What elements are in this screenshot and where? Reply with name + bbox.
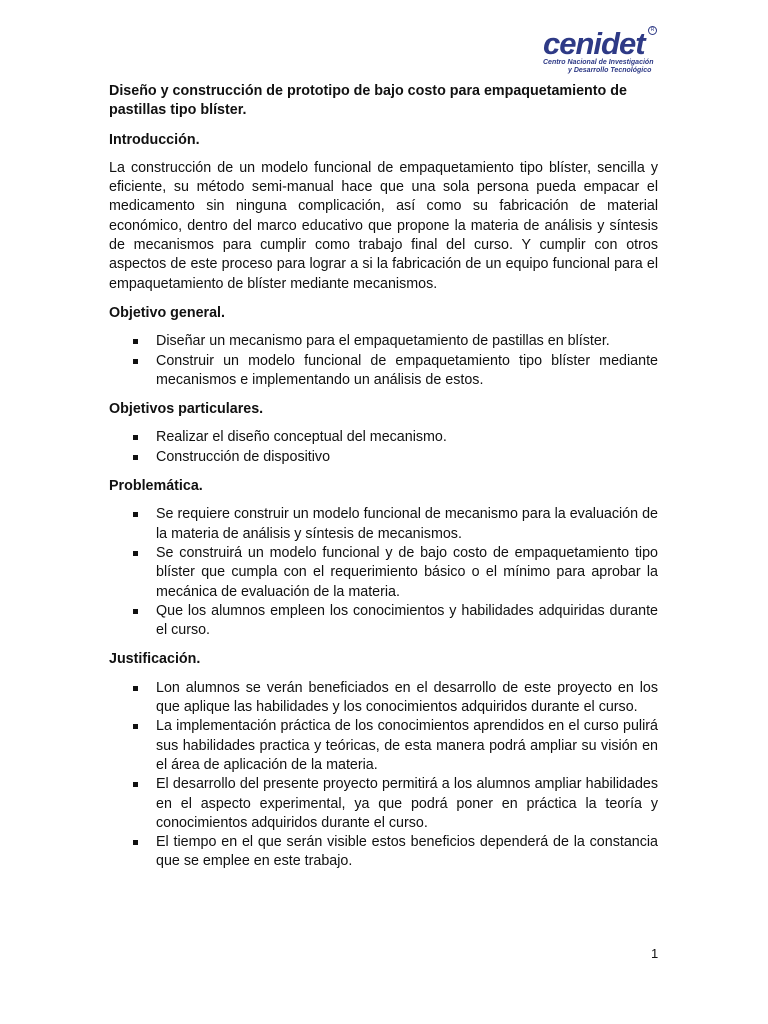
list-item <box>109 775 658 833</box>
list-item <box>109 679 658 718</box>
logo-subtitle-line-1: Centro Nacional de Investigación <box>543 59 654 66</box>
list-item <box>109 448 658 467</box>
bullet-icon <box>133 359 138 364</box>
list-item-text: La implementación práctica de los conocimientos aprendidos en el curso pulirá sus habilidades practica y teóricas, de esta manera podrá ampliar su visión en el área de aplicación de la materia. <box>156 718 658 773</box>
logo-subtitle-line-2: y Desarrollo Tecnológico <box>568 67 652 74</box>
list-item <box>109 544 658 602</box>
list-justificacion <box>109 679 658 872</box>
registered-mark: R <box>648 26 657 35</box>
list-item <box>109 602 658 641</box>
page-number: 1 <box>651 946 659 961</box>
list-item-text: Diseñar un mecanismo para el empaquetamiento de pastillas en blíster. <box>156 333 610 350</box>
list-item <box>109 332 658 351</box>
heading-problematica: Problemática. <box>109 478 203 495</box>
document-body <box>109 82 658 872</box>
list-item-text: Se requiere construir un modelo funcional de mecanismo para la evaluación de la materia de análisis y síntesis de mecanismos. <box>156 506 658 542</box>
bullet-icon <box>133 551 138 556</box>
bullet-icon <box>133 686 138 691</box>
bullet-icon <box>133 435 138 440</box>
list-item-text: El desarrollo del presente proyecto permitirá a los alumnos ampliar habilidades en el aspecto experimental, ya que podrá poner en práctica la teoría y conocimientos adquiridos durante el curso. <box>156 776 658 831</box>
list-item <box>109 717 658 775</box>
intro-paragraph: La construcción de un modelo funcional de empaquetamiento tipo blíster, sencilla y eficiente, su método semi-manual hace que una sola persona pueda empacar el medicamento sin ninguna complicación, así como su fabricación de material económico, dentro del marco educativo que propone la materia de análisis y síntesis de mecanismos para cumplir como trabajo final del curso. Y cumplir con otros aspectos de este proceso para lograr a si la fabricación de un equipo funcional para el empaquetamiento de blíster mediante mecanismos. <box>109 159 658 292</box>
heading-objetivo-general: Objetivo general. <box>109 304 225 321</box>
list-item <box>109 428 658 447</box>
logo-wordmark: cenidet <box>543 26 645 61</box>
bullet-icon <box>133 724 138 729</box>
list-item-text: Construir un modelo funcional de empaquetamiento tipo blíster mediante mecanismos e implementando un análisis de estos. <box>156 352 658 388</box>
list-item <box>109 505 658 544</box>
list-item <box>109 352 658 391</box>
list-item-text: El tiempo en el que serán visible estos beneficios dependerá de la constancia que se emplee en este trabajo. <box>156 834 658 870</box>
heading-objetivos-particulares: Objetivos particulares. <box>109 401 264 418</box>
list-objetivos-particulares <box>109 428 658 467</box>
list-item <box>109 833 658 872</box>
list-objetivo-general <box>109 332 658 390</box>
heading-justificacion: Justificación. <box>109 651 201 668</box>
bullet-icon <box>133 339 138 344</box>
document-title: Diseño y construcción de prototipo de bajo costo para empaquetamiento de pastillas tipo blíster. <box>109 83 627 119</box>
bullet-icon <box>133 455 138 460</box>
list-item-text: Construcción de dispositivo <box>156 448 331 465</box>
heading-introduccion: Introducción. <box>109 131 200 148</box>
list-item-text: Que los alumnos empleen los conocimientos y habilidades adquiridas durante el curso. <box>156 602 658 639</box>
bullet-icon <box>133 609 138 614</box>
bullet-icon <box>133 782 138 787</box>
bullet-icon <box>133 512 138 517</box>
list-item-text: Se construirá un modelo funcional y de bajo costo de empaquetamiento tipo blíster que cumpla con el requerimiento básico o el mínimo para aprobar la mecánica de evaluación de la materia. <box>156 544 658 600</box>
list-problematica <box>109 505 658 640</box>
list-item-text: Lon alumnos se verán beneficiados en el desarrollo de este proyecto en los que aplique las habilidades y los conocimientos adquiridos durante el curso. <box>156 679 658 716</box>
bullet-icon <box>133 840 138 845</box>
cenidet-logo <box>540 24 660 80</box>
list-item-text: Realizar el diseño conceptual del mecanismo. <box>156 429 447 446</box>
